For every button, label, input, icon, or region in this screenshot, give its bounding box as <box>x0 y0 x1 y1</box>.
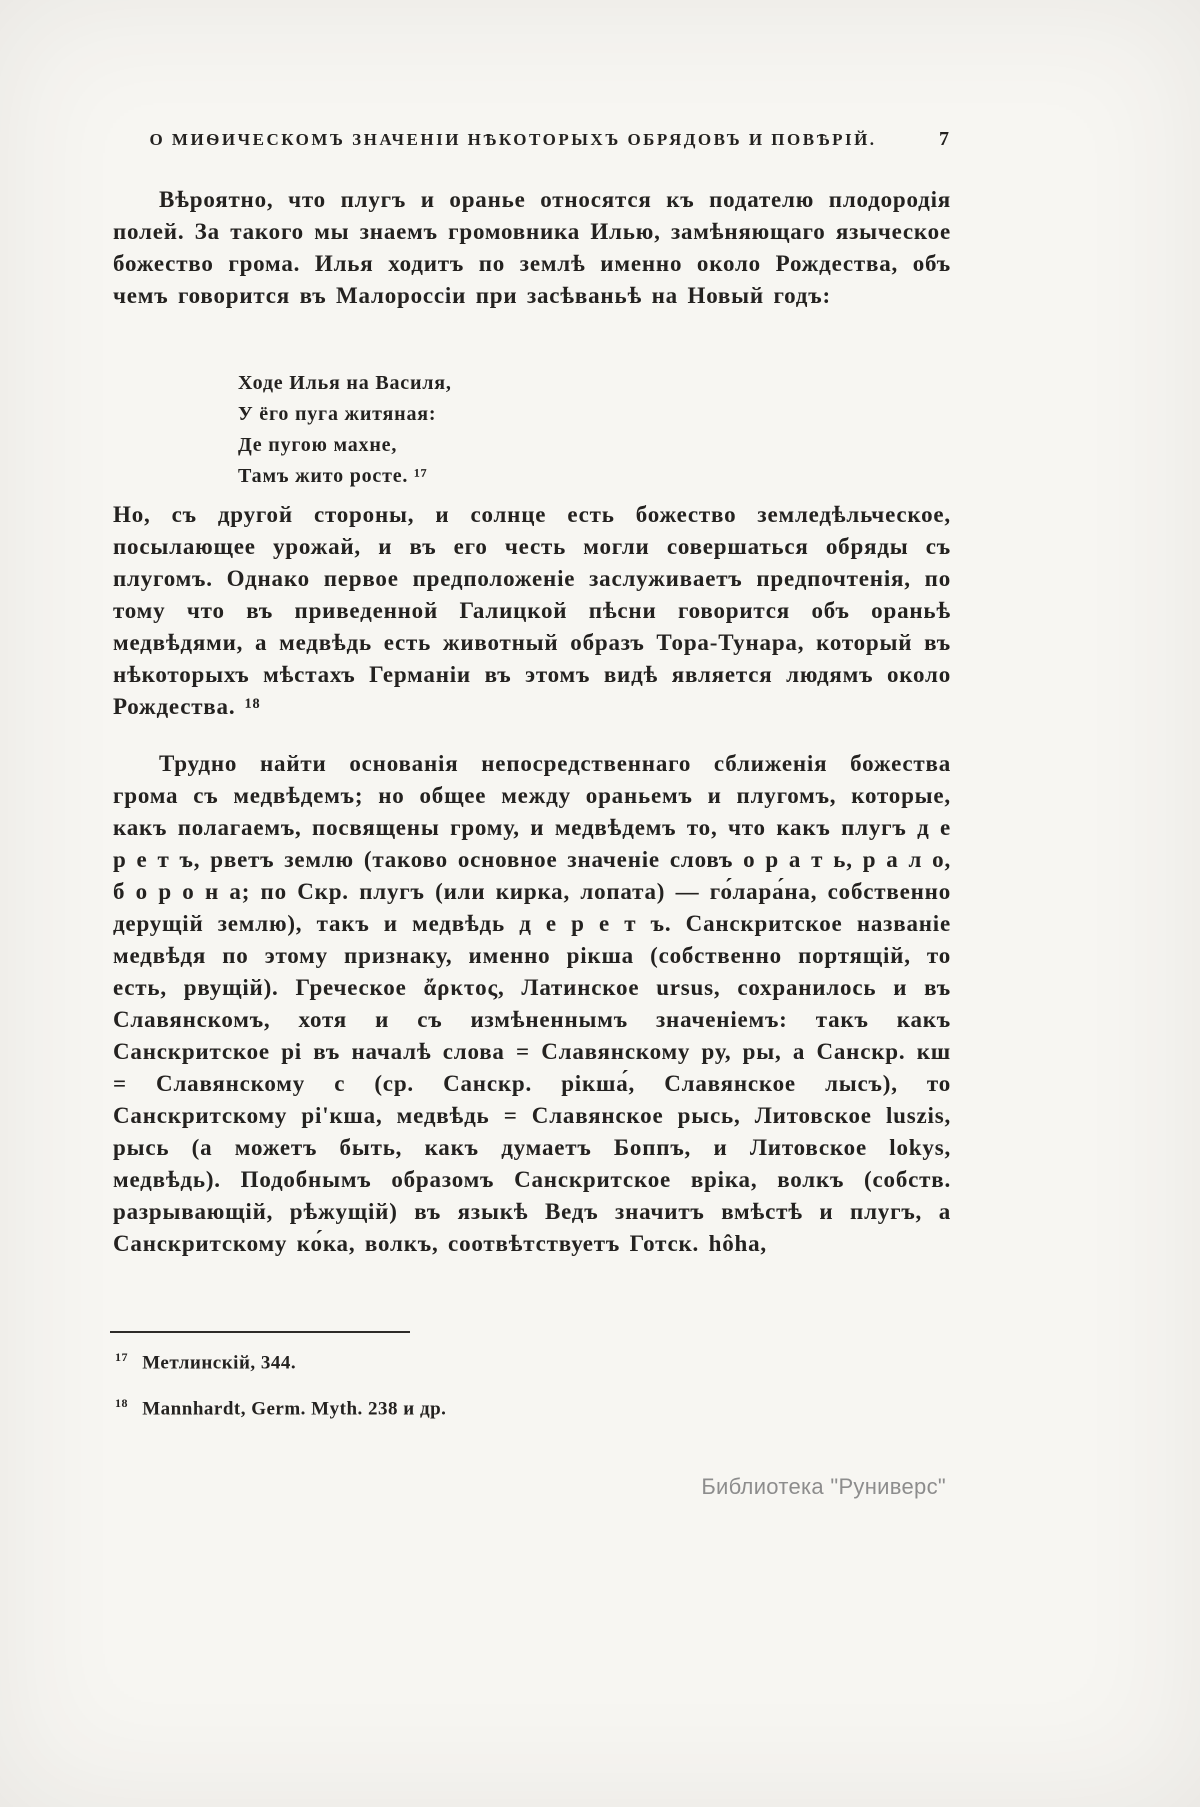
paragraph-etymology: Трудно найти основанія непосредственнаго сближенія божества грома съ медвѣдемъ; но общее между ораньемъ и плугомъ, которые, какъ полагаемъ, посвящены грому, и медвѣдемъ то, что какъ плугъ д е р е т ъ, рветъ землю (таково основное значеніе словъ о р а т ь, р а л о, б о р о н а; по Скр. плугъ (или кирка, лопата) — го́лара́на, собственно дерущій землю), такъ и медвѣдь д е р е т ъ. Санскритское названіе медвѣдя по этому признаку, именно рікша (собственно портящій, то есть, рвущій). Греческое ἄρκτος, Латинское ursus, сохранилось и въ Славянскомъ, хотя и съ измѣненнымъ значеніемъ: такъ какъ Санскритское рі въ началѣ слова = Славянскому ру, ры, а Санскр. кш = Славянскому с (ср. Санскр. рікша́, Славянское лысъ), то Санскритскому рі'кша, медвѣдь = Славянское рысь, Литовское luszis, рысь (а можетъ быть, какъ думаетъ Боппъ, и Литовское lokys, медвѣдь). Подобнымъ образомъ Санскритское вріка, волкъ (собств. разрывающій, рѣжущій) въ языкѣ Ведъ значитъ вмѣстѣ и плугъ, а Санскритскому ко́ка, волкъ, соотвѣтствуетъ Готск. hôha, <box>113 751 951 1256</box>
verse-line: Тамъ жито росте. ¹⁷ <box>238 465 428 487</box>
verse-line: Ходе Илья на Василя, <box>238 372 452 394</box>
footnote-text: Mannhardt, Germ. Myth. 238 и др. <box>142 1398 447 1420</box>
verse-line: У ёго пуга житяная: <box>238 403 437 425</box>
header-title: О МИѲИЧЕСКОМЪ ЗНАЧЕНІИ НѢКОТОРЫХЪ ОБРЯДОВЪ И ПОВѢРІЙ. <box>149 130 877 149</box>
footnote-1 <box>115 1350 296 1374</box>
footnote-text: Метлинскій, 344. <box>142 1352 297 1374</box>
verse-quote <box>238 368 452 492</box>
footnote-marker: 18 <box>115 1396 128 1410</box>
paragraph-sun-deity: Но, съ другой стороны, и солнце есть божество земледѣльческое, посылающее урожай, и въ его честь могли совершаться обряды съ плугомъ. Однако первое предположеніе заслуживаетъ предпочтенія, по тому что въ приведенной Галицкой пѣсни говорится объ ораньѣ медвѣдями, а медвѣдь есть животный образъ Тора-Тунара, который въ нѣкоторыхъ мѣстахъ Германіи въ этомъ видѣ является людямъ около Рождества. ¹⁸ <box>113 502 951 719</box>
paragraph-intro: Вѣроятно, что плугъ и оранье относятся къ подателю плодородія полей. За такого мы знаемъ громовника Илью, замѣняющаго языческое божество грома. Илья ходитъ по землѣ именно около Рождества, объ чемъ говорится въ Малороссіи при засѣваньѣ на Новый годъ: <box>113 187 951 308</box>
footnote-marker: 17 <box>115 1350 128 1364</box>
verse-line: Де пугою махне, <box>238 434 398 456</box>
footnote-2 <box>115 1396 446 1420</box>
running-header <box>113 128 949 151</box>
page-number: 7 <box>939 128 949 150</box>
library-watermark: Библиотека "Руниверс" <box>701 1474 946 1499</box>
footnote-divider <box>110 1331 410 1333</box>
